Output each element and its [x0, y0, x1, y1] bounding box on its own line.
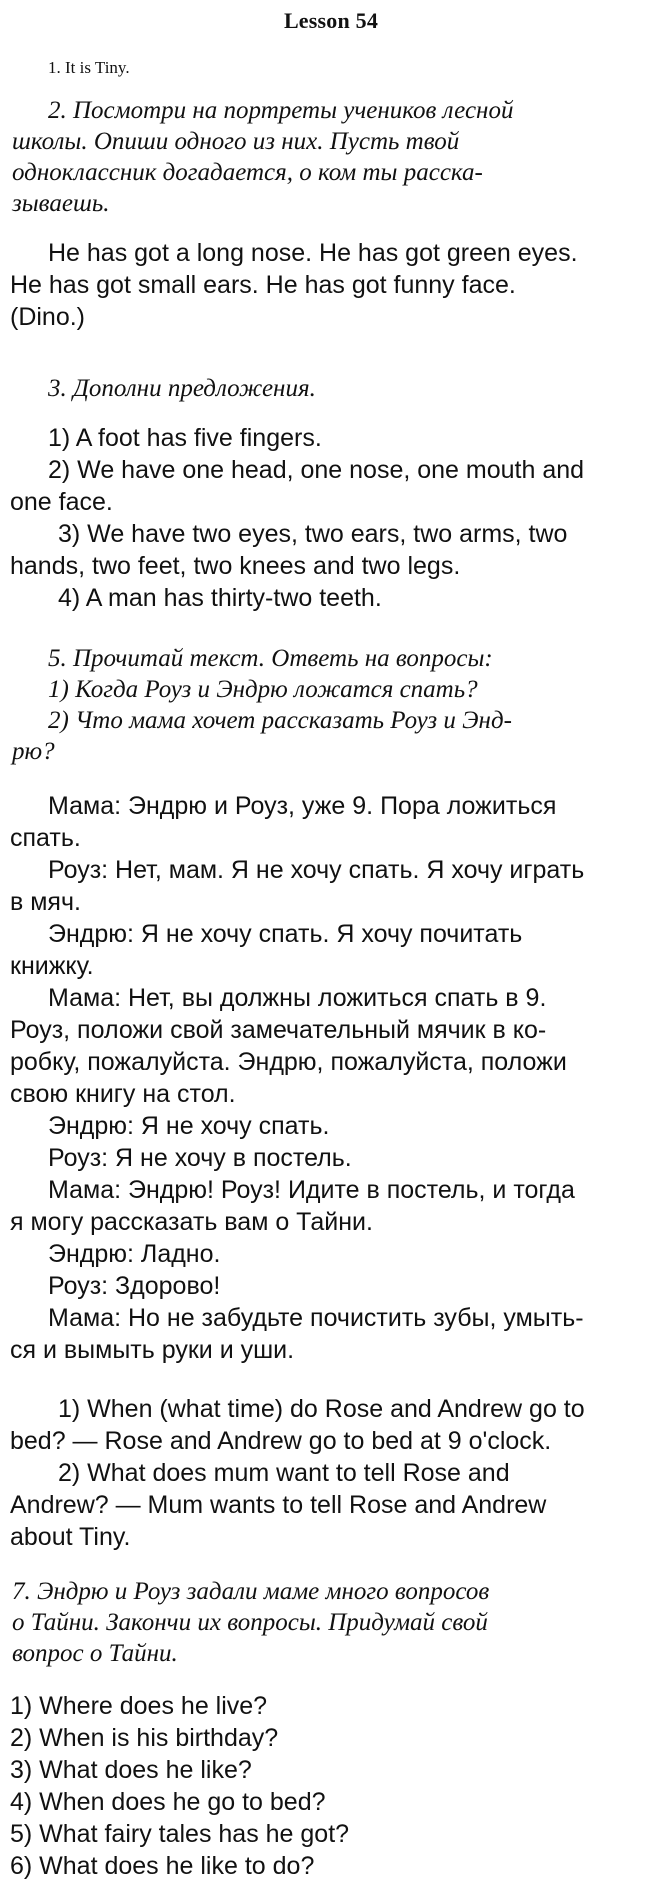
dialogue-line: я могу рассказать вам о Тайни. [10, 1208, 373, 1236]
instruction-line: 2. Посмотри на портреты учеников лесной [48, 97, 514, 124]
answer-line: He has got a long nose. He has got green eyes. [48, 239, 578, 267]
task7-answers [10, 1690, 652, 1882]
task5-translation [10, 790, 652, 1366]
dialogue-line: спать. [10, 824, 81, 852]
answer-line: about Tiny. [10, 1523, 131, 1551]
task7-instruction [12, 1576, 652, 1669]
answer-line: 2) What does mum want to tell Rose and [58, 1459, 510, 1487]
dialogue-line: Эндрю: Я не хочу спать. [48, 1112, 330, 1140]
answer-line: bed? — Rose and Andrew go to bed at 9 o'clock. [10, 1427, 552, 1455]
dialogue-line: Мама: Эндрю и Роуз, уже 9. Пора ложиться [48, 792, 557, 820]
answer-line: hands, two feet, two knees and two legs. [10, 552, 461, 580]
task2-instruction [12, 95, 652, 219]
dialogue-line: Роуз: Здорово! [48, 1272, 221, 1300]
instruction-line: рю? [12, 738, 55, 765]
dialogue-line: книжку. [10, 952, 94, 980]
dialogue-line: ся и вымыть руки и уши. [10, 1336, 295, 1364]
question-line: 6) What does he like to do? [10, 1852, 315, 1880]
answer-line: (Dino.) [10, 303, 86, 331]
task3-instruction [12, 373, 652, 404]
instruction-line: 5. Прочитай текст. Ответь на вопросы: [48, 645, 493, 672]
instruction-line: 3. Дополни предложения. [48, 375, 316, 402]
dialogue-line: робку, пожалуйста. Эндрю, пожалуйста, положи [10, 1048, 567, 1076]
instruction-line: зываешь. [12, 190, 110, 217]
dialogue-line: Мама: Нет, вы должны ложиться спать в 9. [48, 984, 547, 1012]
question-line: 5) What fairy tales has he got? [10, 1820, 350, 1848]
instruction-line: 2) Что мама хочет рассказать Роуз и Энд- [48, 707, 512, 734]
lesson-title: Lesson 54 [283, 8, 379, 33]
dialogue-line: Эндрю: Ладно. [48, 1240, 221, 1268]
answer-line: He has got small ears. He has got funny face. [10, 271, 516, 299]
dialogue-line: Роуз, положи свой замечательный мячик в ко- [10, 1016, 547, 1044]
question-line: 2) When is his birthday? [10, 1724, 279, 1752]
instruction-line: 1) Когда Роуз и Эндрю ложатся спать? [48, 676, 478, 703]
answer-line: 4) A man has thirty-two teeth. [58, 584, 382, 612]
dialogue-line: в мяч. [10, 888, 81, 916]
dialogue-line: Роуз: Я не хочу в постель. [48, 1144, 352, 1172]
answer-line: 1) When (what time) do Rose and Andrew go to [58, 1395, 585, 1423]
answer-line: 1) A foot has five fingers. [48, 424, 322, 452]
instruction-line: о Тайни. Закончи их вопросы. Придумай свой [12, 1609, 488, 1636]
task2-answer [10, 237, 652, 333]
dialogue-line: Мама: Но не забудьте почистить зубы, умыть- [48, 1304, 584, 1332]
answer-line: 3) We have two eyes, two ears, two arms, two [58, 520, 568, 548]
task1-answer: 1. It is Tiny. [48, 58, 130, 77]
task5-answers [10, 1393, 652, 1553]
instruction-line: вопрос о Тайни. [12, 1640, 178, 1667]
dialogue-line: свою книгу на стол. [10, 1080, 236, 1108]
question-line: 4) When does he go to bed? [10, 1788, 326, 1816]
question-line: 1) Where does he live? [10, 1692, 268, 1720]
task5-instruction [12, 643, 652, 767]
answer-line: Andrew? — Mum wants to tell Rose and Andrew [10, 1491, 547, 1519]
dialogue-line: Эндрю: Я не хочу спать. Я хочу почитать [48, 920, 523, 948]
answer-line: one face. [10, 488, 113, 516]
instruction-line: одноклассник догадается, о ком ты расска- [12, 159, 483, 186]
instruction-line: школы. Опиши одного из них. Пусть твой [12, 128, 460, 155]
answer-line: 2) We have one head, one nose, one mouth and [48, 456, 585, 484]
task3-answers [10, 422, 652, 614]
question-line: 3) What does he like? [10, 1756, 252, 1784]
dialogue-line: Мама: Эндрю! Роуз! Идите в постель, и тогда [48, 1176, 575, 1204]
dialogue-line: Роуз: Нет, мам. Я не хочу спать. Я хочу играть [48, 856, 585, 884]
instruction-line: 7. Эндрю и Роуз задали маме много вопросов [12, 1578, 490, 1605]
